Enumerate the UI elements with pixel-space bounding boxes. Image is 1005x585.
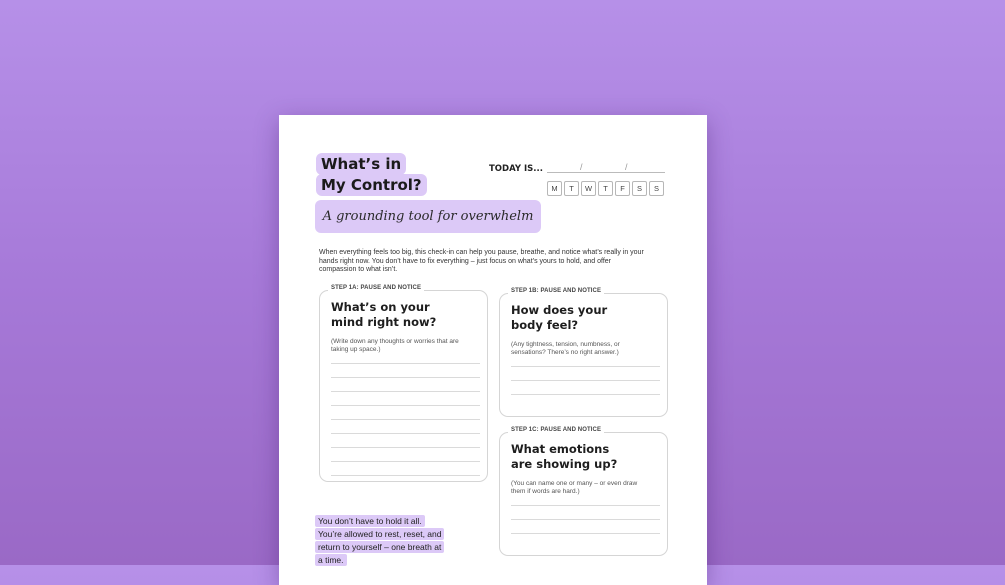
step-1c-hint: (You can name one or many – or even draw them if words are hard.) — [511, 480, 638, 495]
step-1b-writing-lines[interactable] — [511, 366, 660, 395]
step-1b-question-line-1: How does your — [511, 303, 608, 317]
day-box-tuesday[interactable]: T — [564, 181, 579, 196]
step-1b-label: STEP 1B: PAUSE AND NOTICE — [508, 288, 604, 294]
step-1c-question-line-1: What emotions — [511, 442, 610, 456]
step-1c-question-line-2: are showing up? — [511, 457, 618, 471]
date-line — [547, 172, 665, 173]
today-label: TODAY IS... — [489, 164, 543, 174]
day-box-saturday[interactable]: S — [632, 181, 647, 196]
step-1c-label: STEP 1C: PAUSE AND NOTICE — [508, 427, 604, 433]
step-1a-card — [319, 285, 488, 482]
step-1a-writing-lines[interactable] — [331, 363, 480, 476]
day-box-thursday[interactable]: T — [598, 181, 613, 196]
date-separator: / — [625, 162, 628, 172]
step-1a-question-line-2: mind right now? — [331, 315, 437, 329]
weekday-checkboxes — [547, 181, 664, 196]
step-1b-hint: (Any tightness, tension, numbness, or sensations? There’s no right answer.) — [511, 341, 620, 356]
step-1b-question-line-2: body feel? — [511, 318, 579, 332]
title-line-2: My Control? — [316, 174, 427, 196]
step-1c-card — [499, 427, 668, 556]
date-separator: / — [580, 162, 583, 172]
step-1a-hint: (Write down any thoughts or worries that are taking up space.) — [331, 338, 459, 353]
step-1b-card — [499, 288, 668, 417]
quote-text: You don’t have to hold it all. You’re allowed to rest, reset, and return to yourself – one breath at a time. — [315, 515, 444, 566]
worksheet-page — [279, 115, 707, 585]
day-box-sunday[interactable]: S — [649, 181, 664, 196]
day-box-friday[interactable]: F — [615, 181, 630, 196]
subtitle: A grounding tool for overwhelm — [315, 200, 541, 233]
step-1a-label: STEP 1A: PAUSE AND NOTICE — [328, 285, 424, 291]
step-1a-question-line-1: What’s on your — [331, 300, 430, 314]
day-box-monday[interactable]: M — [547, 181, 562, 196]
intro-text: When everything feels too big, this check-in can help you pause, breathe, and notice what’s really in your hands right now. You don’t have to fix everything – just focus on what’s yours to hold, and offer compassion to what isn’t. — [319, 249, 644, 273]
day-box-wednesday[interactable]: W — [581, 181, 596, 196]
step-1c-writing-lines[interactable] — [511, 505, 660, 534]
encouragement-quote — [315, 515, 445, 567]
title-line-1: What’s in — [316, 153, 406, 175]
